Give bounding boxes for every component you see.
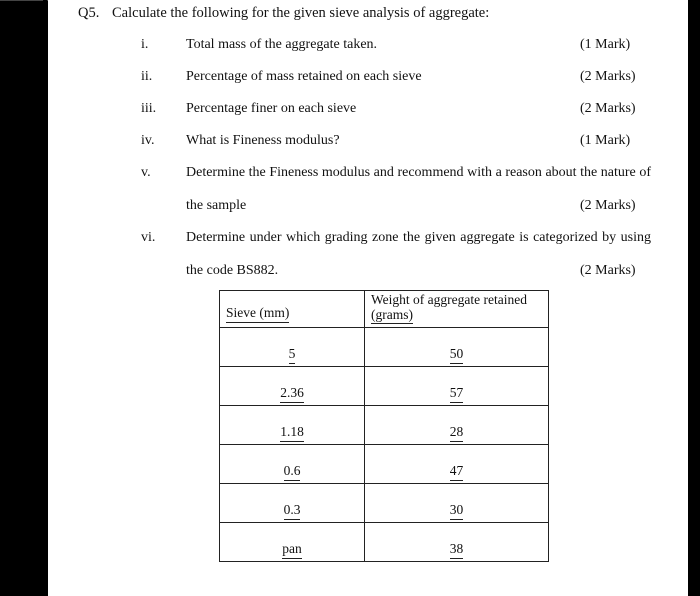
table-row (220, 406, 549, 445)
item-iv (48, 133, 688, 153)
table-row (220, 328, 549, 367)
weight-cell: 38 (365, 523, 549, 562)
weight-cell: 57 (365, 367, 549, 406)
table-row (220, 523, 549, 562)
item-text: Percentage finer on each sieve (186, 101, 357, 116)
item-vi-line1 (48, 230, 688, 250)
header-weight: Weight of aggregate retained (grams) (365, 291, 549, 328)
item-v-line2 (48, 198, 688, 218)
sieve-cell: 1.18 (220, 406, 365, 445)
item-text: What is Fineness modulus? (186, 133, 340, 148)
item-text: Determine under which grading zone the given aggregate is categorized by using (186, 230, 651, 245)
question-title (78, 5, 489, 22)
item-numeral: i. (141, 37, 149, 52)
header-sieve: Sieve (mm) (220, 291, 365, 328)
item-text: Total mass of the aggregate taken. (186, 37, 378, 52)
item-numeral: vi. (141, 230, 156, 245)
item-marks: (1 Mark) (580, 37, 631, 52)
item-text: Determine the Fineness modulus and recommend with a reason about the nature of (186, 165, 651, 180)
document-page (48, 0, 688, 596)
item-text-continued: the code BS882. (186, 263, 279, 278)
item-marks: (2 Marks) (580, 198, 636, 213)
weight-cell: 47 (365, 445, 549, 484)
item-i (48, 37, 688, 57)
weight-cell: 28 (365, 406, 549, 445)
table-header-row (220, 291, 549, 328)
item-marks: (2 Marks) (580, 69, 636, 84)
sieve-cell: 2.36 (220, 367, 365, 406)
sieve-cell: 0.6 (220, 445, 365, 484)
item-text: Percentage of mass retained on each sieve (186, 69, 422, 84)
page-border-right (688, 0, 700, 596)
item-v-line1 (48, 165, 688, 185)
table-row (220, 367, 549, 406)
question-text: Calculate the following for the given sieve analysis of aggregate: (112, 5, 490, 21)
item-numeral: iv. (141, 133, 155, 148)
item-vi-line2 (48, 263, 688, 283)
item-iii (48, 101, 688, 121)
item-numeral: v. (141, 165, 151, 180)
weight-cell: 30 (365, 484, 549, 523)
item-numeral: iii. (141, 101, 157, 116)
weight-cell: 50 (365, 328, 549, 367)
table-row (220, 445, 549, 484)
sieve-cell: 0.3 (220, 484, 365, 523)
question-number: Q5. (78, 5, 100, 21)
item-numeral: ii. (141, 69, 153, 84)
sieve-analysis-table (219, 290, 549, 562)
sieve-cell: pan (220, 523, 365, 562)
table-row (220, 484, 549, 523)
sieve-cell: 5 (220, 328, 365, 367)
item-marks: (2 Marks) (580, 263, 636, 278)
item-text-continued: the sample (186, 198, 247, 213)
item-marks: (1 Mark) (580, 133, 631, 148)
page-border-left (43, 0, 47, 596)
item-ii (48, 69, 688, 89)
item-marks: (2 Marks) (580, 101, 636, 116)
